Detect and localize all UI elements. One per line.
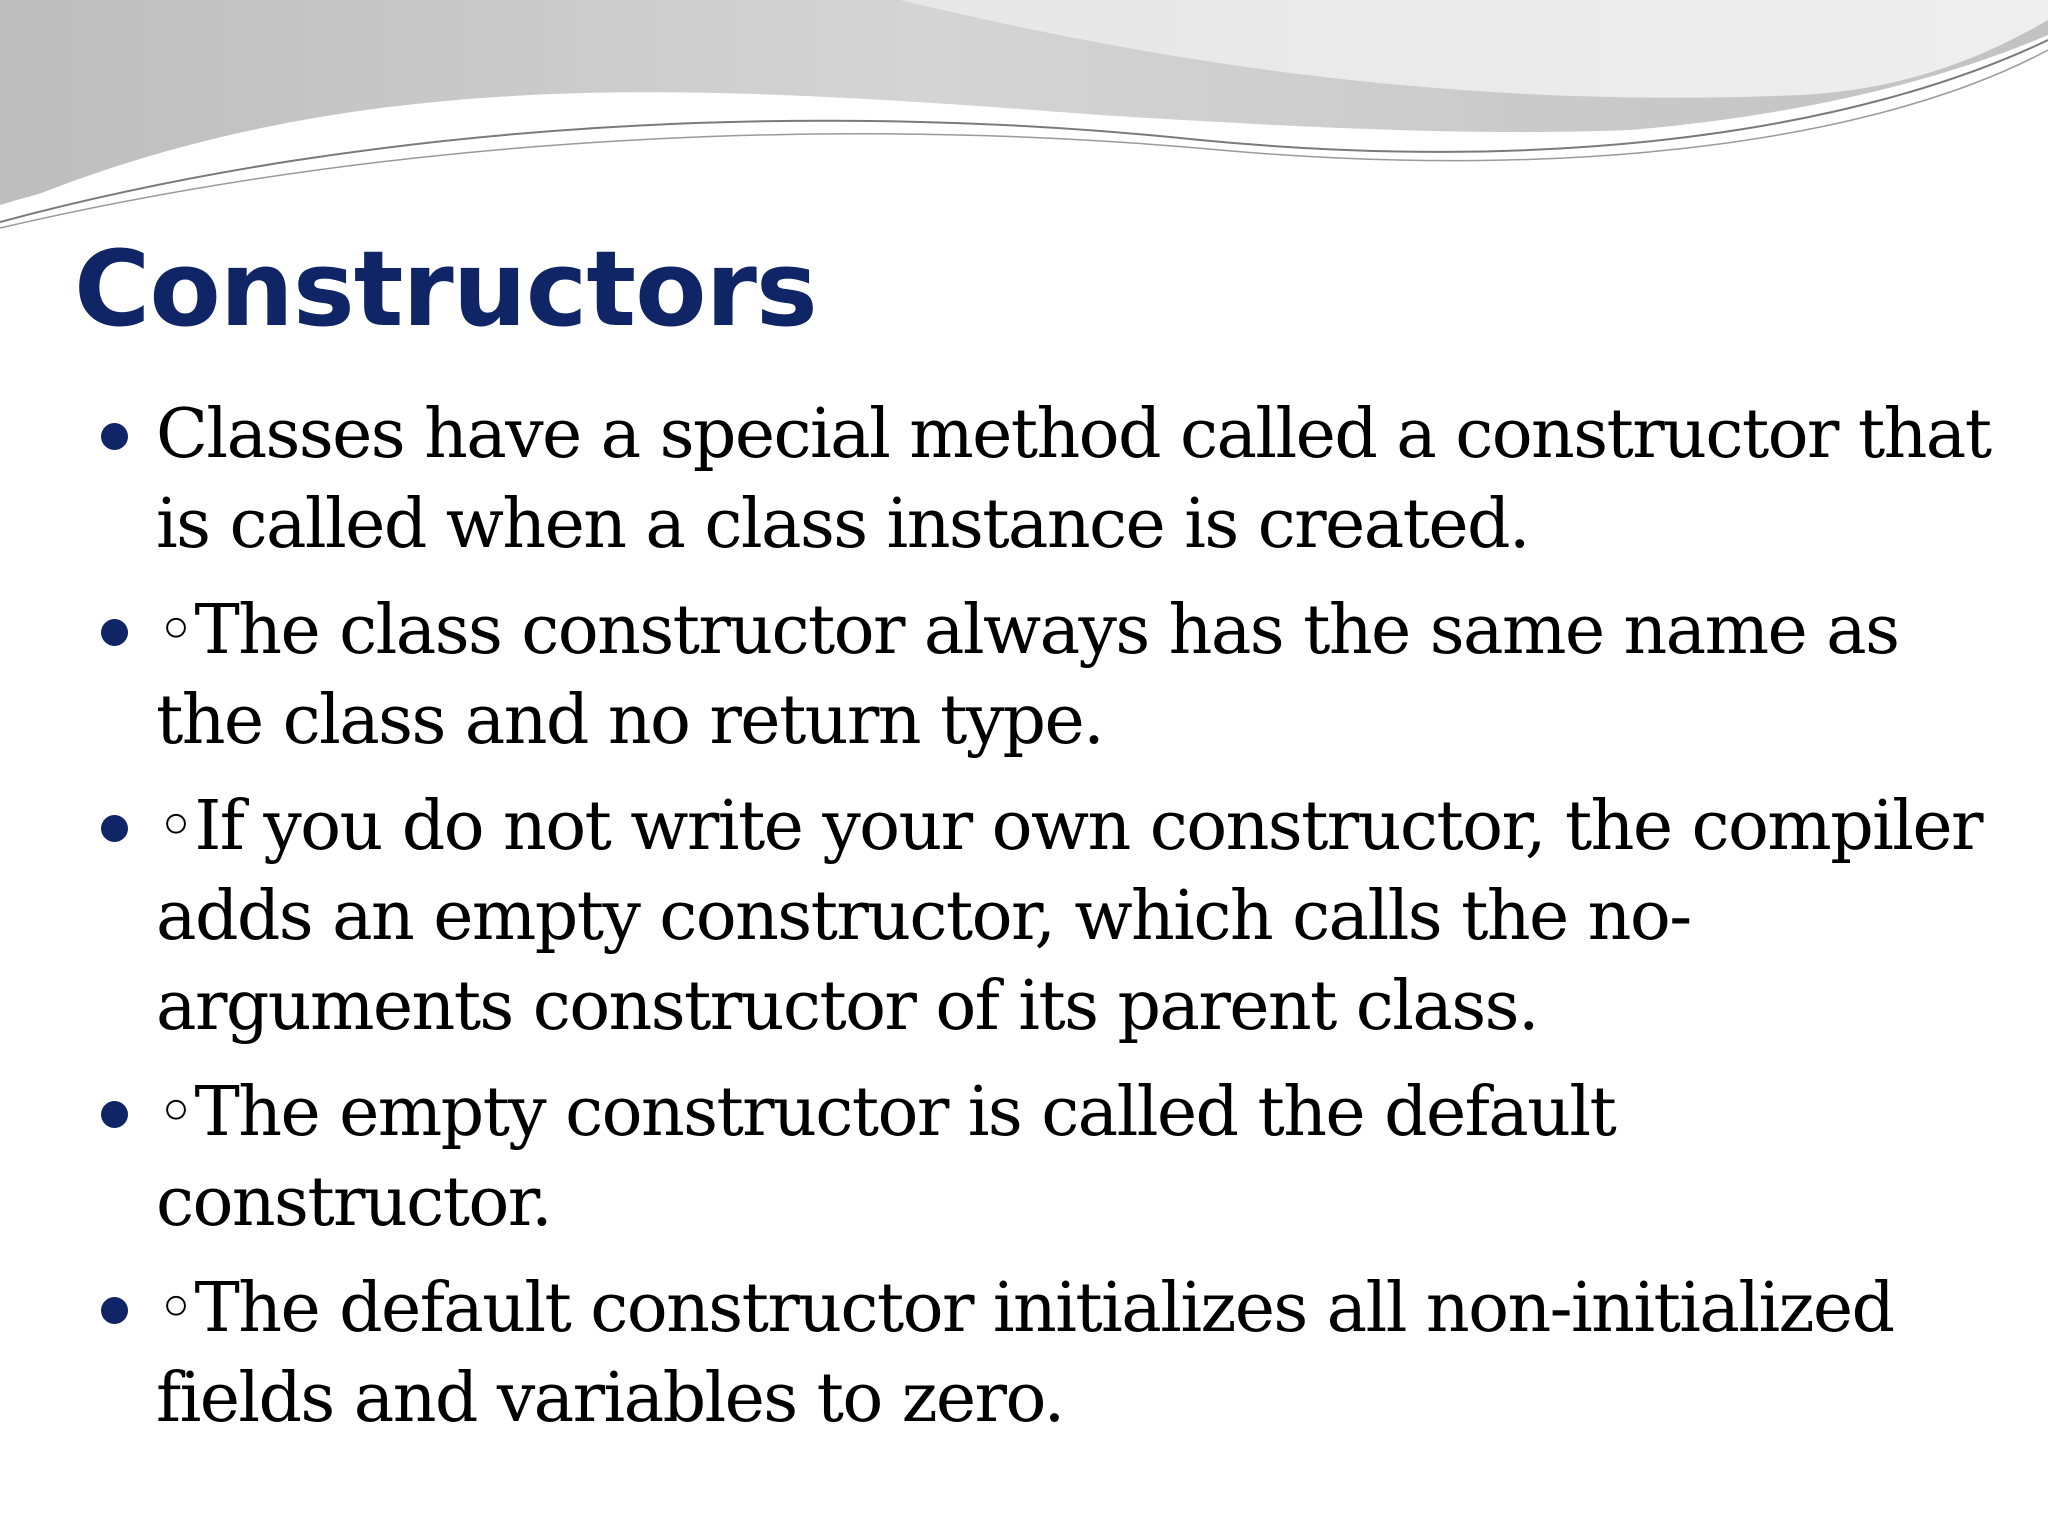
filled-circle-bullet-icon (101, 1297, 128, 1324)
bullet-text: ◦The default constructor initializes all non-initialized fields and variables to zero. (156, 1269, 1894, 1438)
bullet-item (98, 1068, 1998, 1248)
bullet-text: ◦The class constructor always has the same name as the class and no return type. (156, 591, 1899, 760)
bullet-list (98, 390, 1998, 1460)
slide-title: Constructors (74, 228, 817, 350)
header-wave-decoration (0, 0, 2048, 240)
filled-circle-bullet-icon (101, 423, 128, 450)
bullet-text: Classes have a special method called a constructor that is called when a class instance is created. (156, 395, 1991, 564)
filled-circle-bullet-icon (101, 619, 128, 646)
bullet-item (98, 390, 1998, 570)
bullet-text: ◦The empty constructor is called the default constructor. (156, 1073, 1616, 1242)
bullet-text: ◦If you do not write your own constructor, the compiler adds an empty constructor, which calls the no-arguments constructor of its parent class. (156, 787, 1982, 1046)
filled-circle-bullet-icon (101, 815, 128, 842)
bullet-item (98, 1264, 1998, 1444)
bullet-item (98, 782, 1998, 1052)
filled-circle-bullet-icon (101, 1101, 128, 1128)
bullet-item (98, 586, 1998, 766)
